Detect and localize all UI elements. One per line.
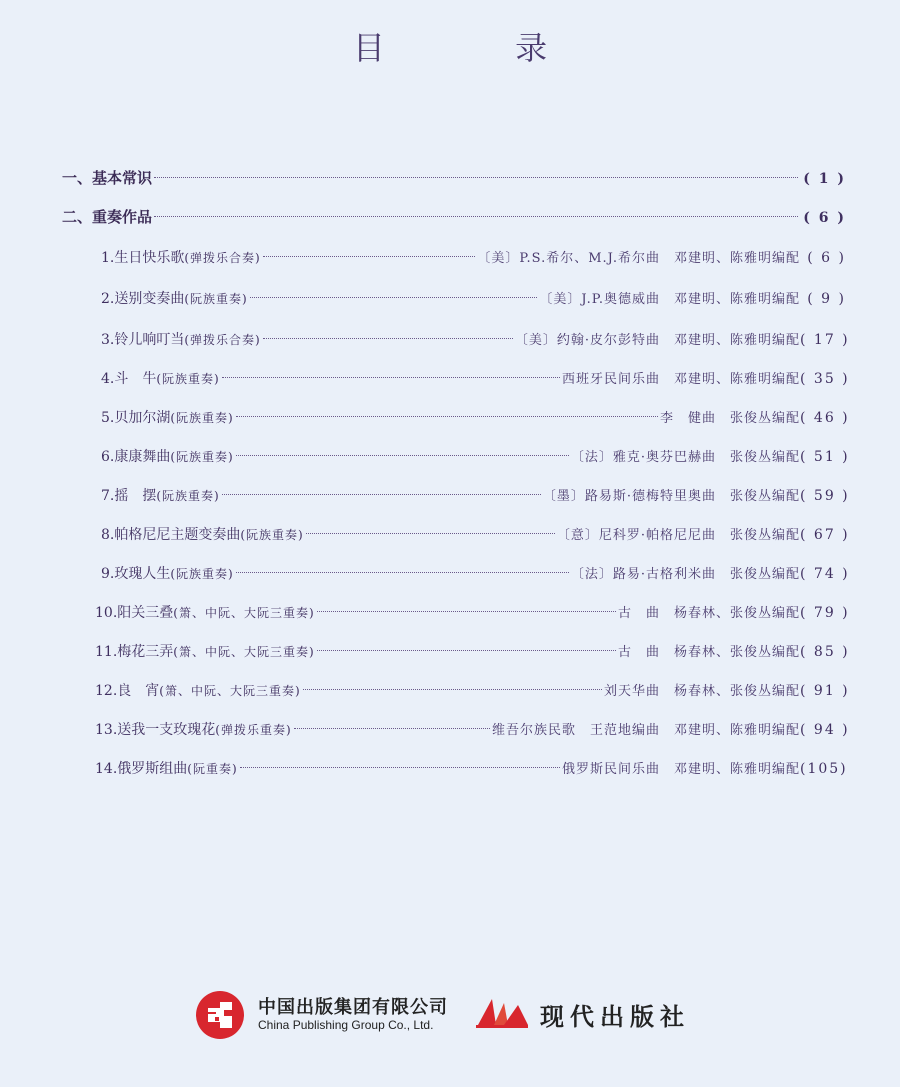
page-number: ( 59 ): [800, 488, 850, 504]
page-number: ( 91 ): [800, 683, 850, 699]
toc-item[interactable]: [95, 601, 850, 625]
page-number: ( 35 ): [800, 371, 850, 387]
toc-item[interactable]: [101, 484, 850, 508]
dot-leader: [222, 377, 560, 378]
item-title: 4.斗 牛(阮族重奏): [101, 371, 220, 387]
dot-leader: [263, 256, 476, 257]
page-number: ( 79 ): [800, 605, 850, 621]
item-credit: 古 曲 杨春林、张俊丛编配: [617, 606, 800, 621]
page-number: ( 51 ): [800, 449, 850, 465]
dot-leader: [303, 689, 602, 690]
toc-item[interactable]: [101, 406, 850, 430]
modern-press-logo-icon: [474, 995, 530, 1031]
toc-item[interactable]: [101, 246, 846, 270]
dot-leader: [236, 416, 658, 417]
dot-leader: [236, 572, 569, 573]
toc-item[interactable]: [95, 640, 850, 664]
dot-leader: [250, 297, 538, 298]
item-credit: 〔意〕尼科罗·帕格尼尼曲 张俊丛编配: [556, 528, 800, 543]
item-credit: 〔美〕约翰·皮尔彭特曲 邓建明、陈雅明编配: [514, 333, 800, 348]
toc-item[interactable]: [101, 367, 850, 391]
page-number: ( 67 ): [800, 527, 850, 543]
page-number: ( 85 ): [800, 644, 850, 660]
section-label: 二、重奏作品: [62, 208, 153, 226]
dot-leader: [317, 650, 616, 651]
toc-item[interactable]: [95, 679, 850, 703]
item-credit: 刘天华曲 杨春林、张俊丛编配: [603, 684, 800, 699]
page-number: (105): [800, 761, 848, 777]
item-title: 10.阳关三叠(箫、中阮、大阮三重奏): [95, 605, 315, 621]
item-title: 3.铃儿响叮当(弹拨乐合奏): [101, 332, 261, 348]
dot-leader: [222, 494, 541, 495]
toc-section[interactable]: [62, 166, 846, 190]
page-number: ( 6 ): [807, 250, 846, 266]
dot-leader: [294, 728, 490, 729]
page-number: ( 9 ): [807, 291, 846, 307]
item-title: 1.生日快乐歌(弹拨乐合奏): [101, 250, 261, 266]
item-credit: 〔法〕雅克·奥芬巴赫曲 张俊丛编配: [570, 450, 800, 465]
item-credit: 〔墨〕路易斯·德梅特里奥曲 张俊丛编配: [542, 489, 800, 504]
toc-item[interactable]: [101, 287, 846, 311]
page-number: ( 94 ): [800, 722, 850, 738]
publisher-group-name-cn: 中国出版集团有限公司: [258, 997, 448, 1018]
toc-item[interactable]: [101, 523, 850, 547]
china-publishing-group-logo-icon: [195, 990, 245, 1040]
item-title: 7.摇 摆(阮族重奏): [101, 488, 220, 504]
page-number: ( 74 ): [800, 566, 850, 582]
toc-item[interactable]: [95, 757, 846, 781]
dot-leader: [154, 177, 798, 178]
toc-item[interactable]: [101, 445, 850, 469]
item-credit: 古 曲 杨春林、张俊丛编配: [617, 645, 800, 660]
page-title: 目 录: [352, 29, 608, 67]
item-credit: 西班牙民间乐曲 邓建明、陈雅明编配: [561, 372, 800, 387]
toc-item[interactable]: [101, 562, 850, 586]
page-number: ( 46 ): [800, 410, 850, 426]
publisher-name-cn: 现代出版社: [540, 1003, 690, 1031]
item-credit: 〔美〕J.P.奥德威曲 邓建明、陈雅明编配: [539, 292, 800, 307]
publisher-footer: [0, 985, 900, 1045]
section-label: 一、基本常识: [62, 169, 153, 187]
item-credit: 〔美〕P.S.希尔、M.J.希尔曲 邓建明、陈雅明编配: [477, 251, 800, 266]
item-title: 2.送别变奏曲(阮族重奏): [101, 291, 248, 307]
item-credit: 〔法〕路易·古格利米曲 张俊丛编配: [570, 567, 800, 582]
item-title: 6.康康舞曲(阮族重奏): [101, 449, 234, 465]
item-title: 5.贝加尔湖(阮族重奏): [101, 410, 234, 426]
dot-leader: [240, 767, 560, 768]
item-title: 14.俄罗斯组曲(阮重奏): [95, 761, 238, 777]
item-credit: 维吾尔族民歌 王范地编曲 邓建明、陈雅明编配: [491, 723, 800, 738]
toc-item[interactable]: [95, 718, 850, 742]
item-title: 12.良 宵(箫、中阮、大阮三重奏): [95, 683, 301, 699]
publisher-group-name-en: China Publishing Group Co., Ltd.: [258, 1018, 434, 1032]
item-title: 9.玫瑰人生(阮族重奏): [101, 566, 234, 582]
item-credit: 李 健曲 张俊丛编配: [659, 411, 800, 426]
page-number: ( 1 ): [803, 171, 846, 187]
dot-leader: [263, 338, 513, 339]
toc-item[interactable]: [101, 328, 850, 352]
page-number: ( 17 ): [800, 332, 850, 348]
dot-leader: [317, 611, 616, 612]
item-credit: 俄罗斯民间乐曲 邓建明、陈雅明编配: [561, 762, 800, 777]
dot-leader: [306, 533, 555, 534]
dot-leader: [236, 455, 569, 456]
page-number: ( 6 ): [803, 210, 846, 226]
toc-section[interactable]: [62, 205, 846, 229]
item-title: 8.帕格尼尼主题变奏曲(阮族重奏): [101, 527, 304, 543]
dot-leader: [154, 216, 798, 217]
item-title: 13.送我一支玫瑰花(弹拨乐重奏): [95, 722, 292, 738]
item-title: 11.梅花三弄(箫、中阮、大阮三重奏): [95, 644, 315, 660]
